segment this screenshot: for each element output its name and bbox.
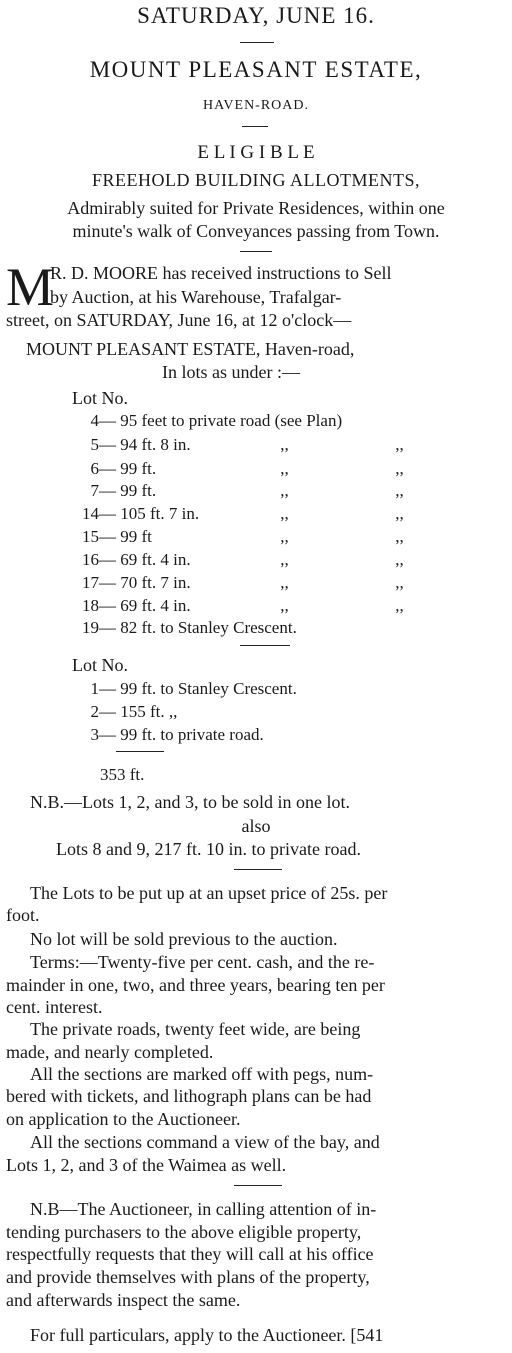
intro-line-2: by Auction, at his Warehouse, Trafalgar- [50,287,342,307]
divider [240,42,274,43]
nb-auctioneer-line: and provide themselves with plans of the property, [6,1267,370,1287]
divider [240,645,290,646]
terms-line: mainder in one, two, and three years, bearing ten per [6,975,385,995]
lot-row: 5— 94 ft. 8 in. ,, ,, [90,435,404,454]
nb-lots-note: N.B.—Lots 1, 2, and 3, to be sold in one lot. [30,792,350,812]
divider [240,251,272,252]
intro-line-3: street, on SATURDAY, June 16, at 12 o'clock— [6,310,352,330]
lot-row: 14— 105 ft. 7 in. ,, ,, [82,504,404,523]
eligible-heading: E L I G I B L E [197,142,315,163]
lot-row: 7— 99 ft. ,, ,, [90,481,404,500]
lot-row: 19— 82 ft. to Stanley Crescent. [82,618,297,637]
drop-cap: M [6,257,55,317]
divider [234,1185,282,1186]
terms-line: All the sections are marked off with pegs, num- [30,1064,374,1084]
divider [242,126,268,127]
nb-auctioneer-line: N.B—The Auctioneer, in calling attention of in- [30,1199,377,1219]
lot-header-b: Lot No. [72,655,128,675]
nb-auctioneer-line: respectfully requests that they will call at his office [6,1244,374,1264]
estate-title: MOUNT PLEASANT ESTATE, [89,57,423,82]
lot-row: 1— 99 ft. to Stanley Crescent. [90,679,297,698]
nb-auctioneer-line: and afterwards inspect the same. [6,1290,241,1310]
lots-8-9: Lots 8 and 9, 217 ft. 10 in. to private road. [56,839,361,859]
lot-row: 3— 99 ft. to private road. [90,725,264,744]
suited-line-1: Admirably suited for Private Residences, within one [67,198,445,218]
terms-line: foot. [6,905,40,925]
footer-line: For full particulars, apply to the Auctioneer. [541 [30,1325,384,1345]
terms-line: The Lots to be put up at an upset price of 25s. per [30,883,388,903]
terms-line: cent. interest. [6,997,103,1017]
lot-row: 6— 99 ft. ,, ,, [90,459,404,478]
lot-row: 4— 95 feet to private road (see Plan) [90,411,343,430]
nb-auctioneer-line: tending purchasers to the above eligible property, [6,1222,362,1242]
lots-intro: In lots as under :— [162,362,300,382]
lot-row: 15— 99 ft ,, ,, [82,527,404,546]
divider [234,869,282,870]
lot-row: 16— 69 ft. 4 in. ,, ,, [82,550,404,569]
terms-line: All the sections command a view of the bay, and [30,1132,380,1152]
terms-line: Terms:—Twenty-five per cent. cash, and the re- [30,952,375,972]
lot-row: 2— 155 ft. ,, [90,702,178,721]
suited-line-2: minute's walk of Conveyances passing from Town. [72,221,440,241]
lot-row: 17— 70 ft. 7 in. ,, ,, [82,573,404,592]
terms-line: bered with tickets, and lithograph plans can be had [6,1086,372,1106]
also-line: also [241,816,271,836]
lots-total: 353 ft. [100,765,145,784]
terms-line: No lot will be sold previous to the auction. [30,929,338,949]
terms-line: Lots 1, 2, and 3 of the Waimea as well. [6,1155,287,1175]
intro-line-1: R. D. MOORE has received instructions to Sell [50,263,392,283]
lot-header-a: Lot No. [72,388,128,408]
auction-date: SATURDAY, JUNE 16. [137,3,375,28]
terms-line: The private roads, twenty feet wide, are being [30,1019,361,1039]
allotments-heading: FREEHOLD BUILDING ALLOTMENTS, [92,170,420,190]
lot-row: 18— 69 ft. 4 in. ,, ,, [82,596,404,615]
terms-line: on application to the Auctioneer. [6,1109,241,1129]
road-name: HAVEN-ROAD. [202,98,310,113]
total-rule [116,751,164,752]
terms-line: made, and nearly completed. [6,1042,214,1062]
estate-line: MOUNT PLEASANT ESTATE, Haven-road, [26,339,355,359]
